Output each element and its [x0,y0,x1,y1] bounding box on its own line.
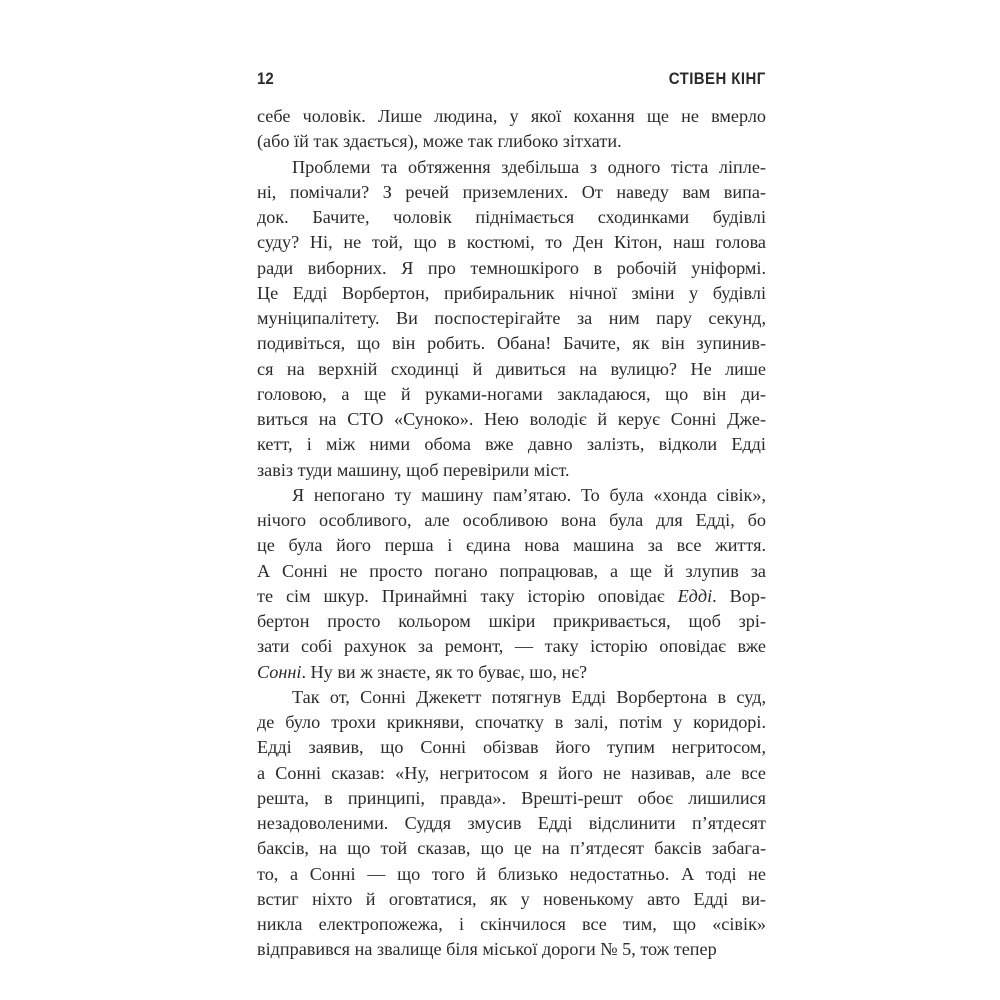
text-line [257,660,766,685]
text-line [257,129,766,154]
text-line [257,811,766,836]
text-line [257,155,766,180]
text-line [257,862,766,887]
text-segment: суду? Ні, не той, що в костюмі, то Ден Кітон, наш голова [257,232,766,253]
text-line [257,331,766,356]
text-line [257,306,766,331]
running-header [257,64,766,94]
text-line [257,836,766,861]
text-line [257,735,766,760]
text-line [257,432,766,457]
text-segment: бертон просто кольором шкіри прикривається, щоб зрі- [257,611,766,631]
text-line [257,407,766,432]
text-line [257,710,766,735]
paragraph [257,483,766,685]
text-segment: те сім шкур. Принаймні таку історію оповідає [257,585,678,606]
text-line [257,559,766,584]
text-segment: Так от, Сонні Джекетт потягнув Едді Ворбертона в суд, [292,686,766,707]
text-segment: де було трохи крикняви, спочатку в залі, потім у коридорі. [257,712,766,732]
text-segment: подивіться, що він робить. Обана! Бачите, як він зупинив- [257,333,766,354]
text-segment: головою, а ще й руками-ногами закладаюся, що він ди- [257,383,766,404]
text-segment: встиг ніхто й оговтатися, як у новенькому авто Едді ви- [257,888,766,909]
body-text [257,104,766,963]
text-line [257,533,766,558]
text-line [257,357,766,382]
text-line [257,609,766,634]
text-segment: баксів, на що той сказав, що це на п’ятдесят баксів забага- [257,838,766,859]
text-line [257,205,766,230]
text-line [257,483,766,508]
italic-text: Едді [677,585,713,606]
text-line [257,761,766,786]
text-segment: завіз туди машину, щоб перевірили міст. [257,459,570,480]
text-line [257,230,766,255]
text-segment: нічого особливого, але особливою вона була для Едді, бо [257,510,766,530]
text-line [257,508,766,533]
text-segment: кетт, і між ними обома вже давно залізть, відколи Едді [257,434,766,455]
text-line [257,281,766,306]
text-segment: а Сонні сказав: «Ну, негритосом я його не називав, але все [257,762,766,783]
text-segment: це була його перша і єдина нова машина за все життя. [257,535,766,556]
text-segment: Це Едді Ворбертон, прибиральник нічної зміни у будівлі [257,282,766,303]
text-line [257,584,766,609]
text-segment: никла електропожежа, і скінчилося все тим, що «сівік» [257,914,766,934]
text-line [257,458,766,483]
text-segment: зати собі рахунок за ремонт, — таку історію оповідає вже [257,636,766,657]
text-line [257,912,766,937]
paragraph [257,104,766,155]
text-segment: виться на СТО «Суноко». Нею володіє й керує Сонні Дже- [257,409,766,429]
text-segment: незадоволеними. Суддя змусив Едді відслинити п’ятдесят [257,813,766,833]
text-line [257,104,766,129]
text-segment: . Ну ви ж знаєте, як то буває, шо, нє? [301,661,588,682]
text-line [257,180,766,205]
text-segment: то, а Сонні — що того й близько недостатньо. А тоді не [257,863,766,884]
text-segment: Едді заявив, що Сонні обізвав його тупим негритосом, [257,737,766,758]
text-segment: себе чоловік. Лише людина, у якої кохання ще не вмерло [257,106,766,126]
italic-text: Сонні [257,661,302,682]
text-line [257,256,766,281]
paragraph [257,685,766,963]
text-line [257,937,766,962]
book-page [257,64,766,963]
text-segment: А Сонні не просто погано попрацював, а ще й злупив за [257,560,766,581]
text-segment: ся на верхній сходинці й дивиться на вулицю? Не лише [257,358,766,379]
text-line [257,685,766,710]
text-segment: . Вор- [712,585,766,606]
text-segment: муніципалітету. Ви поспостерігайте за ним пару секунд, [257,308,766,328]
text-segment: ні, помічали? З речей приземлених. От наведу вам випа- [257,181,766,202]
text-segment: Я непогано ту машину пам’ятаю. То була «хонда сівік», [292,484,766,505]
text-segment: док. Бачите, чоловік піднімається сходинками будівлі [257,207,766,227]
text-segment: решта, в принципі, правда». Врешті-решт обоє лишилися [257,787,766,808]
text-segment: (або їй так здається), може так глибоко зітхати. [257,131,622,152]
text-segment: Проблеми та обтяження здебільша з одного тіста ліпле- [292,156,766,177]
text-line [257,786,766,811]
text-line [257,382,766,407]
book-author: СТІВЕН КІНГ [668,69,766,88]
paragraph [257,155,766,483]
text-line [257,887,766,912]
page-number: 12 [257,69,274,88]
text-line [257,634,766,659]
text-segment: відправився на звалище біля міської дороги № 5, тож тепер [257,939,717,960]
text-segment: ради виборних. Я про темношкірого в робочій уніформі. [257,257,766,278]
